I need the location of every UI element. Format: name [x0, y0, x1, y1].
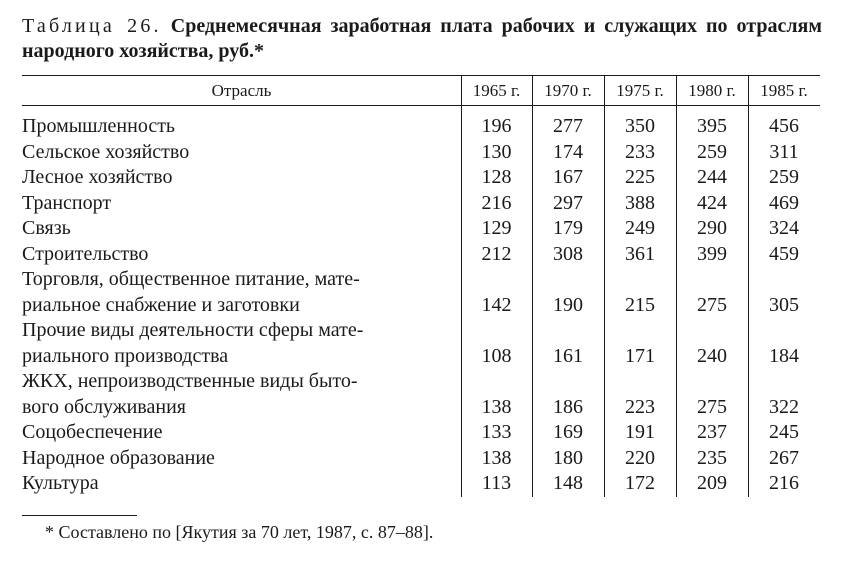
column-header-year: 1965 г. [472, 81, 521, 100]
header-bottom-rule [22, 105, 820, 106]
table-cell-value: 233 [625, 140, 655, 163]
row-label: Торговля, общественное питание, мате- риальное снабжение и заготовки [22, 268, 360, 316]
table-cell-value: 324 [769, 217, 799, 239]
table-caption [22, 14, 822, 64]
table-cell-value: 129 [481, 217, 512, 239]
table-cell-value: 212 [481, 242, 512, 265]
table-cell-value: 196 [481, 115, 512, 137]
table-cell-value: 216 [481, 191, 512, 214]
table-cell-value: 223 [625, 395, 655, 418]
table-cell-value: 215 [625, 293, 655, 316]
table-number: Таблица 26. [22, 15, 162, 37]
table-cell-value: 297 [553, 191, 583, 214]
table-cell-value: 235 [697, 446, 727, 469]
table-cell-value: 174 [553, 140, 583, 163]
table-cell-value: 128 [481, 166, 512, 188]
table-title: Среднемесячная заработная плата рабочих и служащих по отраслям народного хозяйства, руб.* [22, 15, 822, 62]
table-cell-value: 259 [769, 166, 799, 188]
column-header-year: 1985 г. [760, 81, 808, 100]
table-cell-value: 459 [769, 242, 799, 265]
row-label: ЖКХ, непроизводственные виды быто- вого обслуживания [22, 370, 358, 418]
table-cell-value: 395 [697, 115, 727, 137]
table-cell-value: 167 [553, 166, 583, 188]
column-header-year: 1980 г. [688, 81, 736, 100]
row-label: Прочие виды деятельности сферы мате- риального производства [22, 319, 364, 367]
row-label: Транспорт [22, 191, 112, 214]
table-cell-value: 184 [769, 344, 799, 367]
table-cell-value: 169 [553, 421, 583, 443]
table-cell-value: 305 [769, 293, 799, 316]
table-cell-value: 133 [481, 421, 512, 443]
table-cell-value: 180 [553, 446, 583, 469]
table-cell-value: 216 [769, 472, 799, 494]
table-cell-value: 138 [481, 446, 512, 469]
table-cell-value: 130 [481, 140, 512, 163]
row-label: Народное образование [22, 446, 215, 469]
table-cell-value: 267 [769, 446, 799, 469]
table-cell-value: 191 [625, 421, 655, 443]
table-cell-value: 249 [625, 217, 655, 239]
row-label: Промышленность [22, 115, 176, 137]
table-cell-value: 259 [697, 140, 727, 163]
table-cell-value: 322 [769, 395, 799, 418]
row-label: Сельское хозяйство [22, 140, 190, 163]
table-cell-value: 456 [769, 115, 799, 137]
table-cell-value: 469 [769, 191, 799, 214]
column-header-year: 1975 г. [616, 81, 664, 100]
column-header-branch: Отрасль [211, 81, 272, 100]
table-cell-value: 209 [697, 472, 727, 494]
table-cell-value: 186 [553, 395, 583, 418]
table-cell-value: 113 [481, 472, 512, 494]
table-cell-value: 225 [625, 166, 655, 188]
table-cell-value: 148 [553, 472, 583, 494]
table-cell-value: 275 [697, 293, 727, 316]
row-label: Лесное хозяйство [22, 166, 173, 188]
footnote-rule [22, 515, 137, 516]
table-cell-value: 308 [553, 242, 583, 265]
table-cell-value: 424 [697, 191, 727, 214]
table-cell-value: 179 [553, 217, 583, 239]
table-cell-value: 142 [481, 293, 512, 316]
table-cell-value: 245 [769, 421, 799, 443]
table-cell-value: 290 [697, 217, 727, 239]
table-cell-value: 361 [625, 242, 655, 265]
table-cell-value: 399 [697, 242, 727, 265]
row-label: Строительство [22, 242, 149, 265]
table-cell-value: 161 [553, 344, 583, 367]
row-label: Связь [22, 217, 71, 239]
row-label: Культура [22, 472, 99, 494]
row-label: Соцобеспечение [22, 421, 163, 443]
table-cell-value: 190 [553, 293, 583, 316]
table-cell-value: 388 [625, 191, 655, 214]
table-cell-value: 171 [625, 344, 655, 367]
table-cell-value: 244 [697, 166, 727, 188]
table-cell-value: 237 [697, 421, 727, 443]
table-cell-value: 311 [769, 140, 799, 163]
table-cell-value: 275 [697, 395, 727, 418]
table-cell-value: 220 [625, 446, 655, 469]
table-cell-value: 277 [553, 115, 583, 137]
table-cell-value: 350 [625, 115, 655, 137]
column-header-year: 1970 г. [544, 81, 592, 100]
table-cell-value: 108 [481, 344, 512, 367]
table-cell-value: 240 [697, 344, 727, 367]
table-cell-value: 138 [481, 395, 512, 418]
footnote: * Составлено по [Якутия за 70 лет, 1987, с. 87–88]. [45, 522, 434, 542]
table-cell-value: 172 [625, 472, 655, 494]
